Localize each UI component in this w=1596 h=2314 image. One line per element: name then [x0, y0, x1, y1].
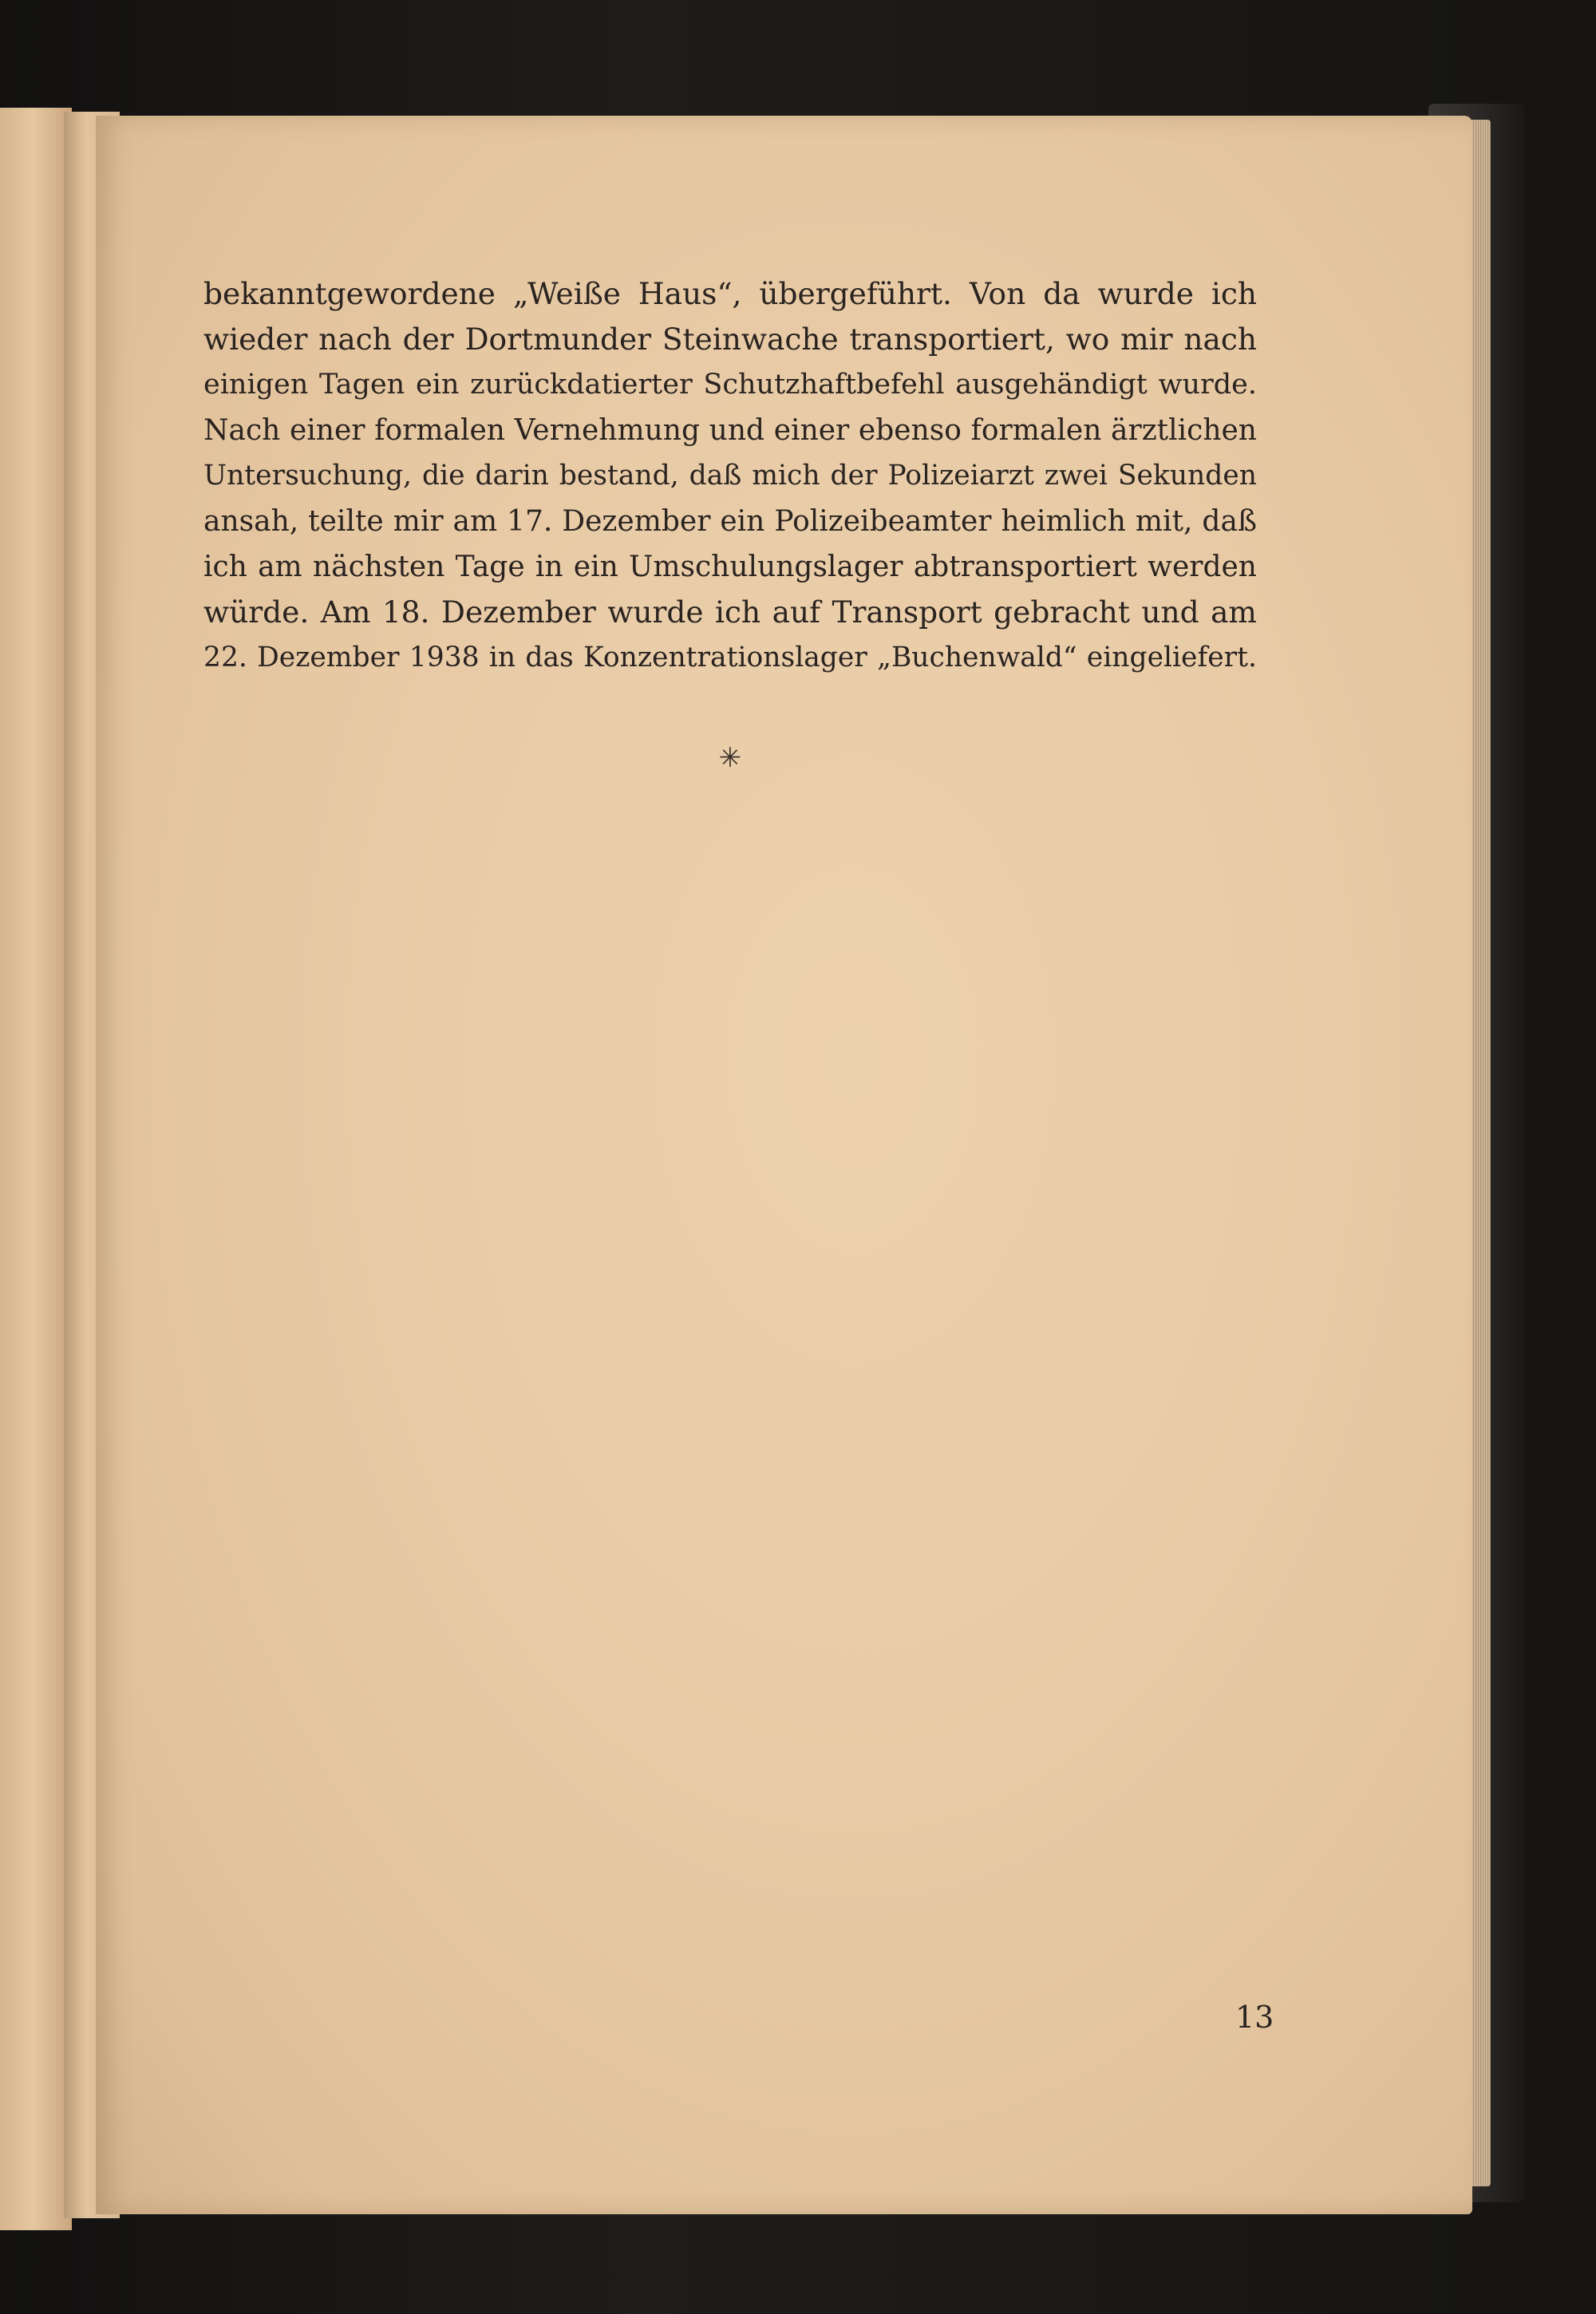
text-line: bekanntgewordene „Weiße Haus“, übergeführt. Von da wurde ich: [203, 276, 1257, 311]
text-line: Nach einer formalen Vernehmung und einer ebenso formalen ärztlichen: [203, 414, 1257, 447]
text-line: 22. Dezember 1938 in das Konzentrationslager „Buchenwald“ eingeliefert.: [203, 642, 1257, 673]
left-page-edge: [0, 108, 72, 2230]
text-line: wieder nach der Dortmunder Steinwache transportiert, wo mir nach: [203, 322, 1257, 357]
text-line: Untersuchung, die darin bestand, daß mich der Polizeiarzt zwei Sekunden: [203, 460, 1257, 492]
page-number: 13: [1235, 2000, 1274, 2035]
text-line: würde. Am 18. Dezember wurde ich auf Transport gebracht und am: [203, 594, 1257, 630]
text-line: ansah, teilte mir am 17. Dezember ein Polizeibeamter heimlich mit, daß: [203, 505, 1257, 538]
text-line: ich am nächsten Tage in ein Umschulungslager abtransportiert werden: [203, 551, 1257, 583]
body-paragraph: [203, 271, 1257, 681]
text-line: einigen Tagen ein zurückdatierter Schutzhaftbefehl ausgehändigt wurde.: [203, 369, 1257, 401]
section-divider-icon: ✳: [718, 742, 742, 774]
